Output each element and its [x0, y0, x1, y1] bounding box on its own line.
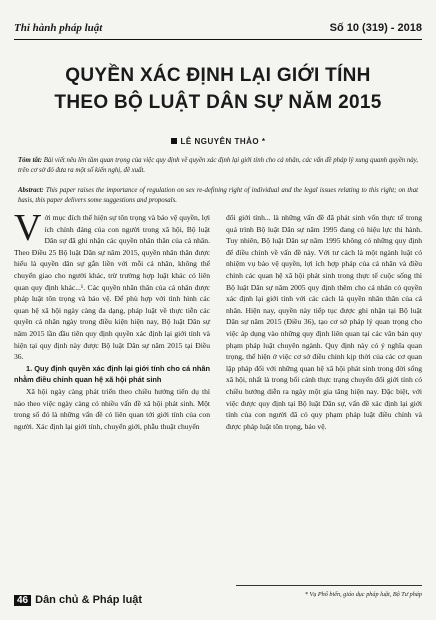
journal-name: Dân chủ & Pháp luật	[35, 594, 143, 606]
author-name: LÊ NGUYÊN THẢO *	[180, 137, 266, 146]
paragraph	[14, 207, 210, 363]
body-column-left	[14, 207, 210, 432]
issue-label: Số 10 (319) - 2018	[329, 22, 422, 34]
abstract-vi-text: Bài viết nêu lên tầm quan trọng của việc quy định về quyền xác định lại giới tính cho cá nhân, các vấn đề pháp lý xung quanh quyền này, trên cơ sở đó đưa ra một số kiến nghị, đề xuất.	[18, 157, 418, 174]
footnote-rule	[236, 585, 422, 586]
abstract-english	[18, 186, 418, 206]
section-label: Thi hành pháp luật	[14, 22, 103, 34]
abstract-vi-label: Tóm tắt:	[18, 157, 43, 164]
running-header	[14, 22, 422, 40]
abstract-en-text: This paper raises the importance of regulation on sex re-defining right of individual and the legal issues relating to this right; on that basis, this paper delivers some suggestions and proposals.	[18, 187, 418, 204]
paragraph-text: ới mục đích thể hiện sự tôn trọng và bảo vệ quyền, lợi ích chính đáng của con người trong xã hội, Bộ luật Dân sự đã ghi nhận các quyền nhân thân của cá nhân. Theo Điều 25 Bộ luật Dân sự năm 2015, quyền nhân thân được hiểu là quyền dân sự gắn liền với mỗi cá nhân, không thể chuyển giao cho người khác, trừ trường hợp luật khác có liên quan quy định khác...¹. Các quyền nhân thân của cá nhân được pháp luật tôn trọng và bảo vệ. Để phù hợp với tình hình các quan hệ xã hội ngày càng đa dạng, pháp luật về thực tiễn các quyền cá nhân ngày trong điều kiện hiện nay, Bộ luật Dân sự năm 2015 lần đầu tiên quy định quyền xác định lại giới tính và hiện tại quy định này được Bộ luật Dân sự năm 2015 tại Điều 36.	[14, 213, 210, 362]
author-byline	[0, 137, 436, 146]
square-bullet-icon	[171, 138, 177, 144]
author-footnote: * Vụ Phổ biến, giáo dục pháp luật, Bộ Tư pháp	[304, 591, 422, 598]
section-heading: 1. Quy định quyền xác định lại giới tính cho cá nhân nhằm điều chỉnh quan hệ xã hội phát sinh	[14, 363, 210, 385]
page-footer	[14, 594, 142, 606]
header-rule	[14, 39, 422, 40]
abstract-en-label: Abstract:	[18, 187, 44, 194]
abstract-vietnamese	[18, 156, 418, 176]
title-line-2: THEO BỘ LUẬT DÂN SỰ NĂM 2015	[54, 92, 382, 113]
body-column-right	[226, 212, 422, 432]
article-title	[10, 62, 426, 116]
paragraph: Xã hội ngày càng phát triển theo chiều hướng tiến dụ thì nào theo việc ngày càng có nhiều vấn đề xã hội phát sinh. Một trong số đó là những vấn đề có liên quan tới giới tính của con người. Xác định lại giới tính, chuyển giới, phẫu thuật chuyển	[14, 386, 210, 431]
page-number: 46	[14, 595, 31, 606]
paragraph: đổi giới tính... là những vấn đề đã phát sinh vốn thực tế trong quá trình Bộ luật Dân sự năm 1995 đang có hiệu lực thi hành. Tuy nhiên, Bộ luật Dân sự năm 1995 không có những quy định để điều chỉnh về vấn đề này. Với tư cách là một ngành luật có nhiệm vụ bảo vệ quyền, lợi ích hợp pháp của cá nhân và điều chỉnh các quan hệ xã hội phát sinh trong thực tế cuộc sống thì Bộ luật Dân sự năm 2005 quy định thêm cho cá nhân có quyền xác định lại giới tính với các cách là quyền nhân thân của cá nhân. Hiện nay, quyền này tiếp tục được ghi nhận tại Bộ luật Dân sự năm 2015 (Điều 36), tạo cơ sở pháp lý quan trọng cho việc áp dụng vào những quy định liên quan tại các văn bản quy phạm pháp luật chuyên ngành. Quy định này có ý nghĩa quan trọng, thể hiện ở việc cơ sở điều chỉnh kịp thời của các cơ quan lập pháp đối với những quan hệ xã hội phát sinh trong đời sống xã hội, nhất là trong bối cảnh thực trạng chuyển đổi giới tính có chiều hướng diễn ra ngày một gia tăng hiện nay. Đặc biệt, với việc được quy định tại Bộ luật Dân sự, vấn đề xác định lại giới tính của con người đã có quy phạm pháp luật điều chỉnh và được pháp luật tôn trọng, bảo vệ.	[226, 213, 422, 431]
title-line-1: QUYỀN XÁC ĐỊNH LẠI GIỚI TÍNH	[65, 65, 371, 86]
drop-cap: V	[14, 207, 42, 249]
